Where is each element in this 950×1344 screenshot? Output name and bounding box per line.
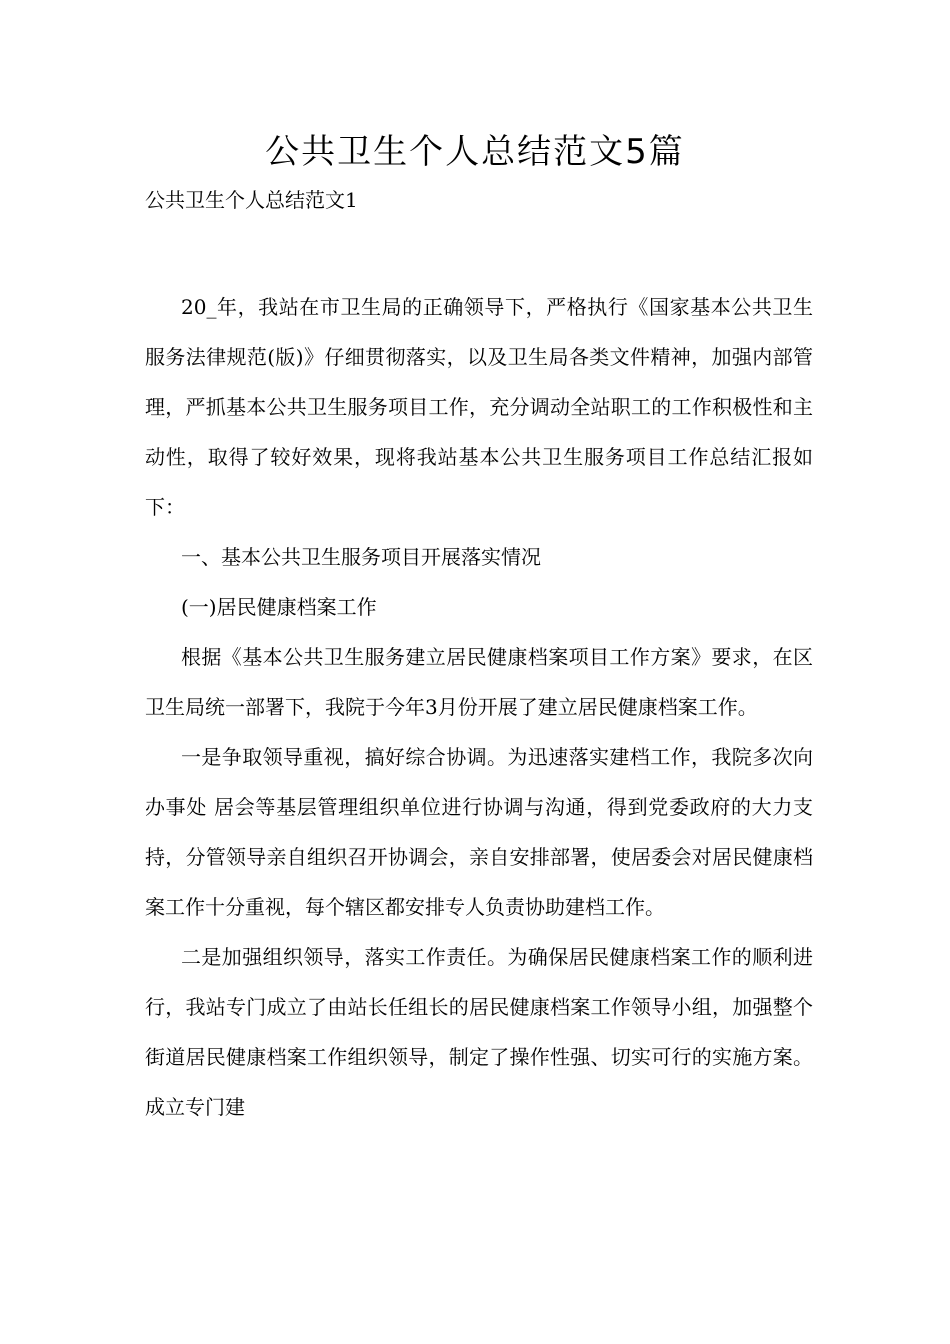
section-heading: 一、基本公共卫生服务项目开展落实情况 xyxy=(181,545,541,569)
paragraph-plan: 根据《基本公共卫生服务建立居民健康档案项目工作方案》要求，在区卫生局统一部署下，我院于今年3月份开展了建立居民健康档案工作。 xyxy=(145,645,813,719)
paragraph-point-two: 二是加强组织领导，落实工作责任。为确保居民健康档案工作的顺利进行，我站专门成立了由站长任组长的居民健康档案工作领导小组，加强整个街道居民健康档案工作组织领导，制定了操作性强、切实可行的实施方案。成立专门建 xyxy=(145,945,813,1119)
paragraph-intro: 20_年，我站在市卫生局的正确领导下，严格执行《国家基本公共卫生服务法律规范(版)》仔细贯彻落实，以及卫生局各类文件精神，加强内部管理，严抓基本公共卫生服务项目工作，充分调动全站职工的工作积极性和主动性，取得了较好效果，现将我站基本公共卫生服务项目工作总结汇报如下： xyxy=(145,295,813,519)
document-subtitle: 公共卫生个人总结范文1 xyxy=(145,188,358,212)
document-body xyxy=(145,282,813,1132)
subsection-heading: (一)居民健康档案工作 xyxy=(181,595,377,619)
paragraph-point-one: 一是争取领导重视，搞好综合协调。为迅速落实建档工作，我院多次向办事处 居会等基层管理组织单位进行协调与沟通，得到党委政府的大力支持，分管领导亲自组织召开协调会，亲自安排部署，使居委会对居民健康档案工作十分重视，每个辖区都安排专人负责协助建档工作。 xyxy=(145,745,813,919)
document-title: 公共卫生个人总结范文5篇 xyxy=(265,132,685,172)
